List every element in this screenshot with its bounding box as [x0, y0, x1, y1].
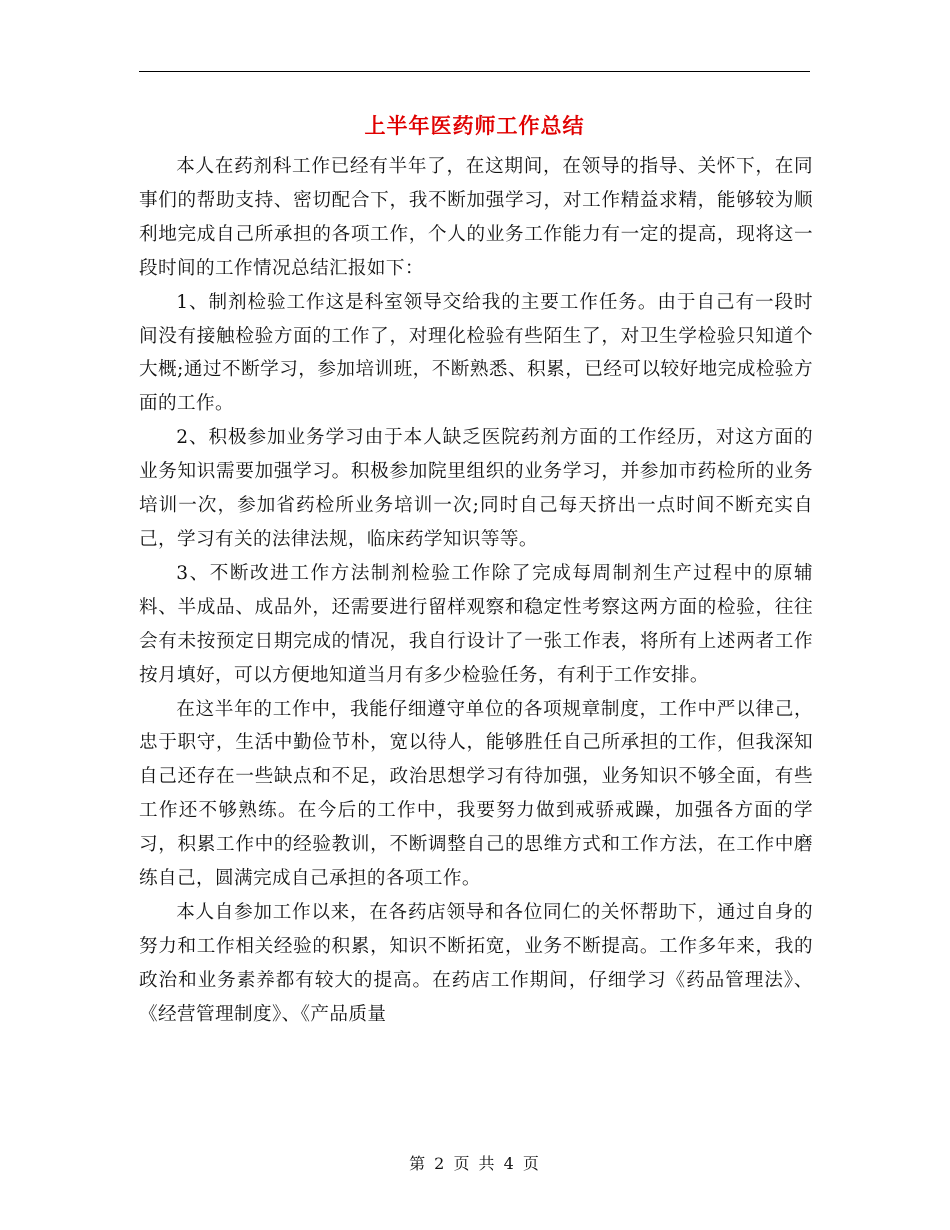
paragraph: 2、积极参加业务学习由于本人缺乏医院药剂方面的工作经历，对这方面的业务知识需要加强学习。积极参加院里组织的业务学习，并参加市药检所的业务培训一次，参加省药检所业务培训一次;同时自己每天挤出一点时间不断充实自己，学习有关的法律法规，临床药学知识等等。 [139, 427, 813, 550]
document-title: 上半年医药师工作总结 [364, 113, 585, 138]
paragraph: 3、不断改进工作方法制剂检验工作除了完成每周制剂生产过程中的原辅料、半成品、成品外，还需要进行留样观察和稳定性考察这两方面的检验，往往会有未按预定日期完成的情况，我自行设计了一张工作表，将所有上述两者工作按月填好，可以方便地知道当月有多少检验任务，有利于工作安排。 [139, 562, 813, 686]
paragraph: 本人在药剂科工作已经有半年了，在这期间，在领导的指导、关怀下，在同事们的帮助支持、密切配合下，我不断加强学习，对工作精益求精，能够较为顺利地完成自己所承担的各项工作，个人的业务工作能力有一定的提高，现将这一段时间的工作情况总结汇报如下： [139, 156, 813, 279]
document-body [139, 150, 813, 1032]
paragraph: 1、制剂检验工作这是科室领导交给我的主要工作任务。由于自己有一段时间没有接触检验方面的工作了，对理化检验有些陌生了，对卫生学检验只知道个大概;通过不断学习，参加培训班，不断熟悉、积累，已经可以较好地完成检验方面的工作。 [139, 291, 813, 415]
paragraph: 本人自参加工作以来，在各药店领导和各位同仁的关怀帮助下，通过自身的努力和工作相关经验的积累，知识不断拓宽，业务不断提高。工作多年来，我的政治和业务素养都有较大的提高。在药店工作期间，仔细学习《药品管理法》、《经营管理制度》、《产品质量 [139, 901, 813, 1025]
page-number: 第 2 页 共 4 页 [409, 1154, 541, 1173]
paragraph: 在这半年的工作中，我能仔细遵守单位的各项规章制度，工作中严以律己，忠于职守，生活中勤俭节朴，宽以待人，能够胜任自己所承担的工作，但我深知自己还存在一些缺点和不足，政治思想学习有待加强，业务知识不够全面，有些工作还不够熟练。在今后的工作中，我要努力做到戒骄戒躁，加强各方面的学习，积累工作中的经验教训，不断调整自己的思维方式和工作方法，在工作中磨练自己，圆满完成自己承担的各项工作。 [139, 698, 813, 890]
header-rule [139, 71, 810, 72]
